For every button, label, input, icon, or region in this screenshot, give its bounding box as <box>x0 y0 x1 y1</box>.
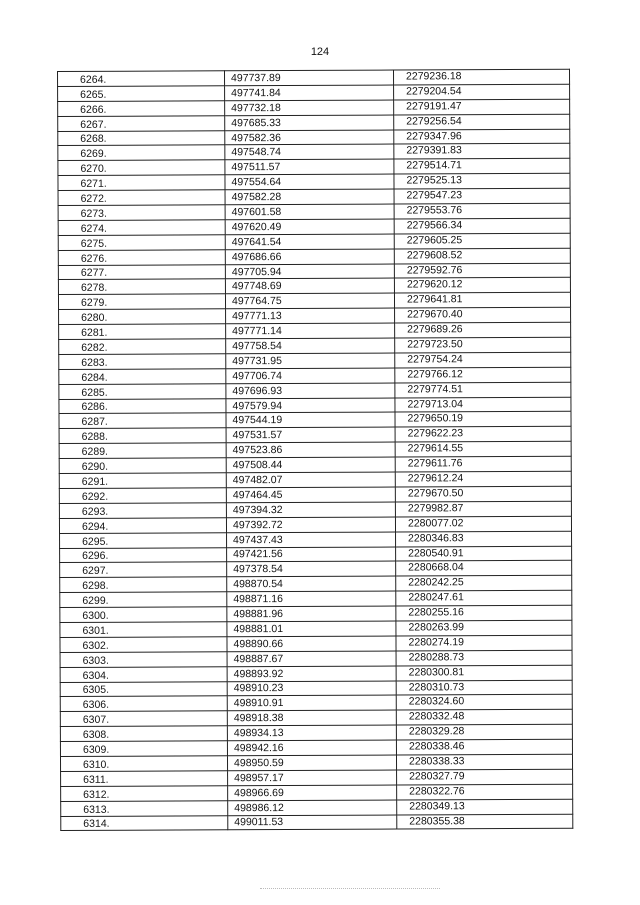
point-number-cell: 6300. <box>60 607 227 623</box>
point-number-cell: 6303. <box>60 651 227 667</box>
y-coordinate-cell: 2279670.40 <box>395 308 571 324</box>
point-number-cell: 6314. <box>61 815 228 831</box>
point-number-cell: 6272. <box>58 190 225 206</box>
x-coordinate-cell: 497741.84 <box>225 85 394 101</box>
y-coordinate-cell: 2280332.48 <box>396 710 572 726</box>
x-coordinate-cell: 497579.94 <box>226 398 395 414</box>
x-coordinate-cell: 498942.16 <box>227 740 396 756</box>
x-coordinate-cell: 497748.69 <box>225 278 394 294</box>
x-coordinate-cell: 497523.86 <box>226 442 395 458</box>
point-number-cell: 6306. <box>60 696 227 712</box>
x-coordinate-cell: 497758.54 <box>226 338 395 354</box>
point-number-cell: 6297. <box>60 562 227 578</box>
x-coordinate-cell: 498893.92 <box>227 666 396 682</box>
y-coordinate-cell: 2280329.28 <box>396 724 572 740</box>
y-coordinate-cell: 2279641.81 <box>394 293 570 309</box>
point-number-cell: 6281. <box>59 324 226 340</box>
point-number-cell: 6290. <box>59 458 226 474</box>
point-number-cell: 6311. <box>61 771 228 787</box>
x-coordinate-cell: 497582.28 <box>225 189 394 205</box>
point-number-cell: 6273. <box>58 205 225 221</box>
point-number-cell: 6298. <box>60 577 227 593</box>
x-coordinate-cell: 497378.54 <box>227 561 396 577</box>
y-coordinate-cell: 2279347.96 <box>394 129 570 145</box>
point-number-cell: 6266. <box>58 101 225 117</box>
x-coordinate-cell: 497394.32 <box>226 502 395 518</box>
y-coordinate-cell: 2279713.04 <box>395 397 571 413</box>
table-row <box>61 814 573 831</box>
coordinates-table-body <box>58 69 573 831</box>
x-coordinate-cell: 498986.12 <box>228 800 397 816</box>
point-number-cell: 6267. <box>58 115 225 131</box>
point-number-cell: 6296. <box>60 547 227 563</box>
point-number-cell: 6270. <box>58 160 225 176</box>
point-number-cell: 6275. <box>58 235 225 251</box>
y-coordinate-cell: 2280242.25 <box>396 576 572 592</box>
point-number-cell: 6265. <box>58 86 225 102</box>
y-coordinate-cell: 2279614.55 <box>395 442 571 458</box>
point-number-cell: 6313. <box>61 800 228 816</box>
y-coordinate-cell: 2280077.02 <box>395 516 571 532</box>
point-number-cell: 6310. <box>60 756 227 772</box>
y-coordinate-cell: 2280263.99 <box>396 620 572 636</box>
x-coordinate-cell: 497544.19 <box>226 413 395 429</box>
y-coordinate-cell: 2279191.47 <box>394 99 570 115</box>
x-coordinate-cell: 497737.89 <box>225 70 394 86</box>
x-coordinate-cell: 497482.07 <box>226 472 395 488</box>
y-coordinate-cell: 2279592.76 <box>394 263 570 279</box>
x-coordinate-cell: 498918.38 <box>227 710 396 726</box>
point-number-cell: 6291. <box>59 473 226 489</box>
point-number-cell: 6274. <box>58 220 225 236</box>
point-number-cell: 6305. <box>60 681 227 697</box>
page-number: 124 <box>310 46 330 58</box>
y-coordinate-cell: 2279754.24 <box>395 352 571 368</box>
x-coordinate-cell: 498890.66 <box>227 636 396 652</box>
x-coordinate-cell: 499011.53 <box>228 815 397 831</box>
x-coordinate-cell: 497731.95 <box>226 353 395 369</box>
x-coordinate-cell: 497554.64 <box>225 174 394 190</box>
x-coordinate-cell: 498871.16 <box>227 591 396 607</box>
y-coordinate-cell: 2279723.50 <box>395 337 571 353</box>
x-coordinate-cell: 497732.18 <box>225 100 394 116</box>
x-coordinate-cell: 497582.36 <box>225 130 394 146</box>
y-coordinate-cell: 2279605.25 <box>394 233 570 249</box>
y-coordinate-cell: 2280355.38 <box>397 814 573 830</box>
point-number-cell: 6307. <box>60 711 227 727</box>
x-coordinate-cell: 497706.74 <box>226 368 395 384</box>
x-coordinate-cell: 497641.54 <box>225 234 394 250</box>
y-coordinate-cell: 2279622.23 <box>395 427 571 443</box>
x-coordinate-cell: 497601.58 <box>225 204 394 220</box>
y-coordinate-cell: 2280324.60 <box>396 695 572 711</box>
y-coordinate-cell: 2279620.12 <box>394 278 570 294</box>
point-number-cell: 6279. <box>58 294 225 310</box>
y-coordinate-cell: 2279204.54 <box>394 84 570 100</box>
point-number-cell: 6285. <box>59 383 226 399</box>
y-coordinate-cell: 2280300.81 <box>396 665 572 681</box>
point-number-cell: 6277. <box>58 264 225 280</box>
point-number-cell: 6295. <box>60 532 227 548</box>
y-coordinate-cell: 2279611.76 <box>395 456 571 472</box>
y-coordinate-cell: 2279766.12 <box>395 367 571 383</box>
point-number-cell: 6294. <box>59 517 226 533</box>
y-coordinate-cell: 2279566.34 <box>394 218 570 234</box>
point-number-cell: 6287. <box>59 413 226 429</box>
y-coordinate-cell: 2280349.13 <box>397 799 573 815</box>
point-number-cell: 6289. <box>59 443 226 459</box>
point-number-cell: 6284. <box>59 369 226 385</box>
point-number-cell: 6283. <box>59 354 226 370</box>
y-coordinate-cell: 2279547.23 <box>394 188 570 204</box>
footer-divider <box>260 888 440 889</box>
y-coordinate-cell: 2280288.73 <box>396 650 572 666</box>
point-number-cell: 6286. <box>59 398 226 414</box>
point-number-cell: 6309. <box>60 741 227 757</box>
y-coordinate-cell: 2279650.19 <box>395 412 571 428</box>
y-coordinate-cell: 2279982.87 <box>395 501 571 517</box>
x-coordinate-cell: 497705.94 <box>225 264 394 280</box>
y-coordinate-cell: 2279670.50 <box>395 486 571 502</box>
y-coordinate-cell: 2279256.54 <box>394 114 570 130</box>
y-coordinate-cell: 2279774.51 <box>395 382 571 398</box>
y-coordinate-cell: 2279553.76 <box>394 203 570 219</box>
x-coordinate-cell: 498881.96 <box>227 606 396 622</box>
point-number-cell: 6280. <box>59 309 226 325</box>
point-number-cell: 6264. <box>58 71 225 87</box>
point-number-cell: 6288. <box>59 428 226 444</box>
y-coordinate-cell: 2280668.04 <box>396 561 572 577</box>
x-coordinate-cell: 497531.57 <box>226 427 395 443</box>
y-coordinate-cell: 2280327.79 <box>397 769 573 785</box>
y-coordinate-cell: 2280338.33 <box>396 754 572 770</box>
point-number-cell: 6308. <box>60 726 227 742</box>
x-coordinate-cell: 497511.57 <box>225 159 394 175</box>
point-number-cell: 6268. <box>58 130 225 146</box>
x-coordinate-cell: 498950.59 <box>227 755 396 771</box>
x-coordinate-cell: 497686.66 <box>225 249 394 265</box>
y-coordinate-cell: 2280255.16 <box>396 605 572 621</box>
x-coordinate-cell: 498870.54 <box>227 576 396 592</box>
y-coordinate-cell: 2280346.83 <box>396 531 572 547</box>
y-coordinate-cell: 2280247.61 <box>396 590 572 606</box>
point-number-cell: 6299. <box>60 592 227 608</box>
x-coordinate-cell: 497620.49 <box>225 219 394 235</box>
y-coordinate-cell: 2279608.52 <box>394 248 570 264</box>
y-coordinate-cell: 2279525.13 <box>394 173 570 189</box>
point-number-cell: 6301. <box>60 622 227 638</box>
y-coordinate-cell: 2280322.76 <box>397 784 573 800</box>
x-coordinate-cell: 497771.13 <box>226 308 395 324</box>
x-coordinate-cell: 497771.14 <box>226 323 395 339</box>
point-number-cell: 6304. <box>60 666 227 682</box>
coordinates-table <box>57 69 573 832</box>
x-coordinate-cell: 497464.45 <box>226 487 395 503</box>
point-number-cell: 6278. <box>58 279 225 295</box>
point-number-cell: 6302. <box>60 637 227 653</box>
y-coordinate-cell: 2279612.24 <box>395 471 571 487</box>
y-coordinate-cell: 2280540.91 <box>396 546 572 562</box>
x-coordinate-cell: 498881.01 <box>227 621 396 637</box>
x-coordinate-cell: 497437.43 <box>227 532 396 548</box>
coordinates-table-wrapper <box>57 69 572 832</box>
point-number-cell: 6292. <box>59 488 226 504</box>
x-coordinate-cell: 498957.17 <box>228 770 397 786</box>
point-number-cell: 6271. <box>58 175 225 191</box>
y-coordinate-cell: 2279514.71 <box>394 159 570 175</box>
x-coordinate-cell: 497764.75 <box>225 293 394 309</box>
y-coordinate-cell: 2279689.26 <box>395 322 571 338</box>
x-coordinate-cell: 498887.67 <box>227 651 396 667</box>
x-coordinate-cell: 498910.23 <box>227 681 396 697</box>
y-coordinate-cell: 2279236.18 <box>393 69 569 85</box>
x-coordinate-cell: 497685.33 <box>225 115 394 131</box>
y-coordinate-cell: 2280338.46 <box>396 739 572 755</box>
point-number-cell: 6282. <box>59 339 226 355</box>
x-coordinate-cell: 497696.93 <box>226 383 395 399</box>
point-number-cell: 6276. <box>58 249 225 265</box>
x-coordinate-cell: 497421.56 <box>227 547 396 563</box>
x-coordinate-cell: 497548.74 <box>225 144 394 160</box>
y-coordinate-cell: 2280310.73 <box>396 680 572 696</box>
y-coordinate-cell: 2280274.19 <box>396 635 572 651</box>
x-coordinate-cell: 497508.44 <box>226 457 395 473</box>
x-coordinate-cell: 498910.91 <box>227 695 396 711</box>
point-number-cell: 6312. <box>61 786 228 802</box>
x-coordinate-cell: 498966.69 <box>228 785 397 801</box>
point-number-cell: 6293. <box>59 503 226 519</box>
x-coordinate-cell: 497392.72 <box>226 517 395 533</box>
y-coordinate-cell: 2279391.83 <box>394 144 570 160</box>
x-coordinate-cell: 498934.13 <box>227 725 396 741</box>
point-number-cell: 6269. <box>58 145 225 161</box>
